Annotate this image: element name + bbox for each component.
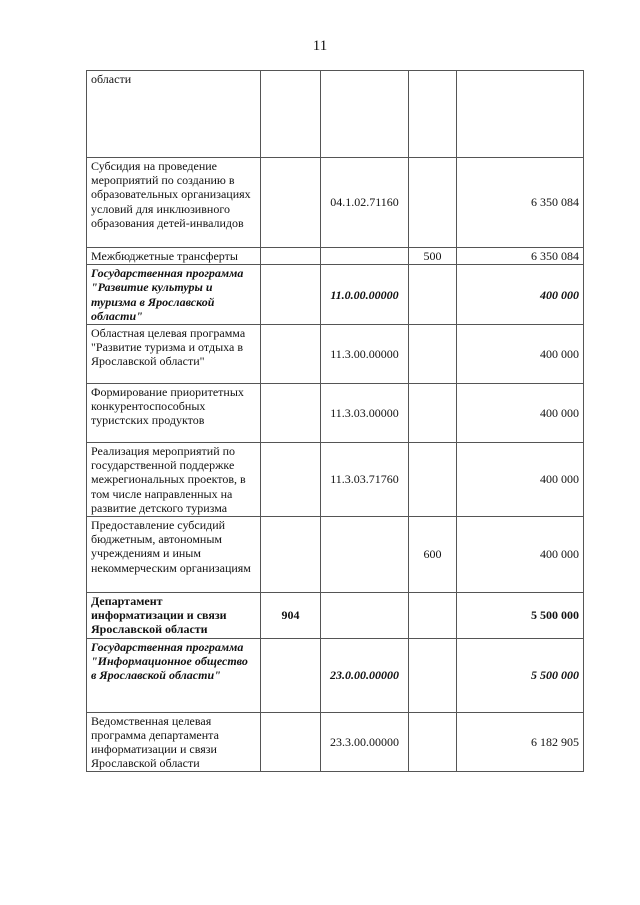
- table-row: [87, 593, 584, 639]
- row-target-article-cell: 23.3.00.00000: [321, 712, 409, 772]
- row-name-cell: Областная целевая программа "Развитие туризма и отдыха в Ярославской области": [87, 325, 261, 384]
- row-dept-code-cell: [261, 443, 321, 517]
- row-expense-type-cell: [409, 158, 457, 248]
- budget-table: [86, 70, 584, 772]
- row-name-cell: Субсидия на проведение мероприятий по созданию в образовательных организациях условий для инклюзивного образования детей-инвалидов: [87, 158, 261, 248]
- table-row: [87, 517, 584, 593]
- row-expense-type-cell: [409, 712, 457, 772]
- row-dept-code-cell: [261, 71, 321, 158]
- row-name-cell: Ведомственная целевая программа департамента информатизации и связи Ярославской области: [87, 712, 261, 772]
- table-row: [87, 248, 584, 265]
- row-target-article-cell: 11.3.03.00000: [321, 384, 409, 443]
- row-name-cell: Государственная программа "Информационное общество в Ярославской области": [87, 638, 261, 712]
- row-target-article-cell: [321, 71, 409, 158]
- row-target-article-cell: 11.3.00.00000: [321, 325, 409, 384]
- table-row: [87, 712, 584, 772]
- row-target-article-cell: [321, 593, 409, 639]
- row-amount-cell: 5 500 000: [457, 638, 584, 712]
- row-expense-type-cell: [409, 638, 457, 712]
- table-row: [87, 638, 584, 712]
- row-amount-cell: 400 000: [457, 325, 584, 384]
- row-target-article-cell: [321, 517, 409, 593]
- row-amount-cell: 6 182 905: [457, 712, 584, 772]
- page-number: 11: [312, 38, 328, 54]
- row-target-article-cell: 11.3.03.71760: [321, 443, 409, 517]
- row-amount-cell: 6 350 084: [457, 158, 584, 248]
- row-expense-type-cell: [409, 384, 457, 443]
- row-dept-code-cell: 904: [261, 593, 321, 639]
- budget-table-body: [87, 71, 584, 772]
- row-dept-code-cell: [261, 325, 321, 384]
- row-dept-code-cell: [261, 248, 321, 265]
- row-expense-type-cell: 600: [409, 517, 457, 593]
- row-name-cell: Государственная программа "Развитие культуры и туризма в Ярославской области": [87, 265, 261, 325]
- row-dept-code-cell: [261, 265, 321, 325]
- row-amount-cell: [457, 71, 584, 158]
- row-expense-type-cell: [409, 443, 457, 517]
- row-expense-type-cell: [409, 593, 457, 639]
- row-amount-cell: 400 000: [457, 517, 584, 593]
- row-name-cell: области: [87, 71, 261, 158]
- row-name-cell: Межбюджетные трансферты: [87, 248, 261, 265]
- table-row: [87, 384, 584, 443]
- row-dept-code-cell: [261, 638, 321, 712]
- row-amount-cell: 5 500 000: [457, 593, 584, 639]
- row-target-article-cell: 11.0.00.00000: [321, 265, 409, 325]
- row-expense-type-cell: 500: [409, 248, 457, 265]
- row-dept-code-cell: [261, 712, 321, 772]
- row-amount-cell: 6 350 084: [457, 248, 584, 265]
- table-row: [87, 443, 584, 517]
- row-amount-cell: 400 000: [457, 443, 584, 517]
- table-row: [87, 325, 584, 384]
- row-dept-code-cell: [261, 158, 321, 248]
- row-name-cell: Реализация мероприятий по государственной поддержке межрегиональных проектов, в том числе направленных на развитие детского туризма: [87, 443, 261, 517]
- row-amount-cell: 400 000: [457, 265, 584, 325]
- table-row: [87, 71, 584, 158]
- row-name-cell: Департамент информатизации и связи Ярославской области: [87, 593, 261, 639]
- row-target-article-cell: 23.0.00.00000: [321, 638, 409, 712]
- row-expense-type-cell: [409, 71, 457, 158]
- row-dept-code-cell: [261, 517, 321, 593]
- row-expense-type-cell: [409, 325, 457, 384]
- row-name-cell: Формирование приоритетных конкурентоспособных туристских продуктов: [87, 384, 261, 443]
- row-target-article-cell: [321, 248, 409, 265]
- row-amount-cell: 400 000: [457, 384, 584, 443]
- table-row: [87, 265, 584, 325]
- table-row: [87, 158, 584, 248]
- row-target-article-cell: 04.1.02.71160: [321, 158, 409, 248]
- row-dept-code-cell: [261, 384, 321, 443]
- row-expense-type-cell: [409, 265, 457, 325]
- row-name-cell: Предоставление субсидий бюджетным, автономным учреждениям и иным некоммерческим организациям: [87, 517, 261, 593]
